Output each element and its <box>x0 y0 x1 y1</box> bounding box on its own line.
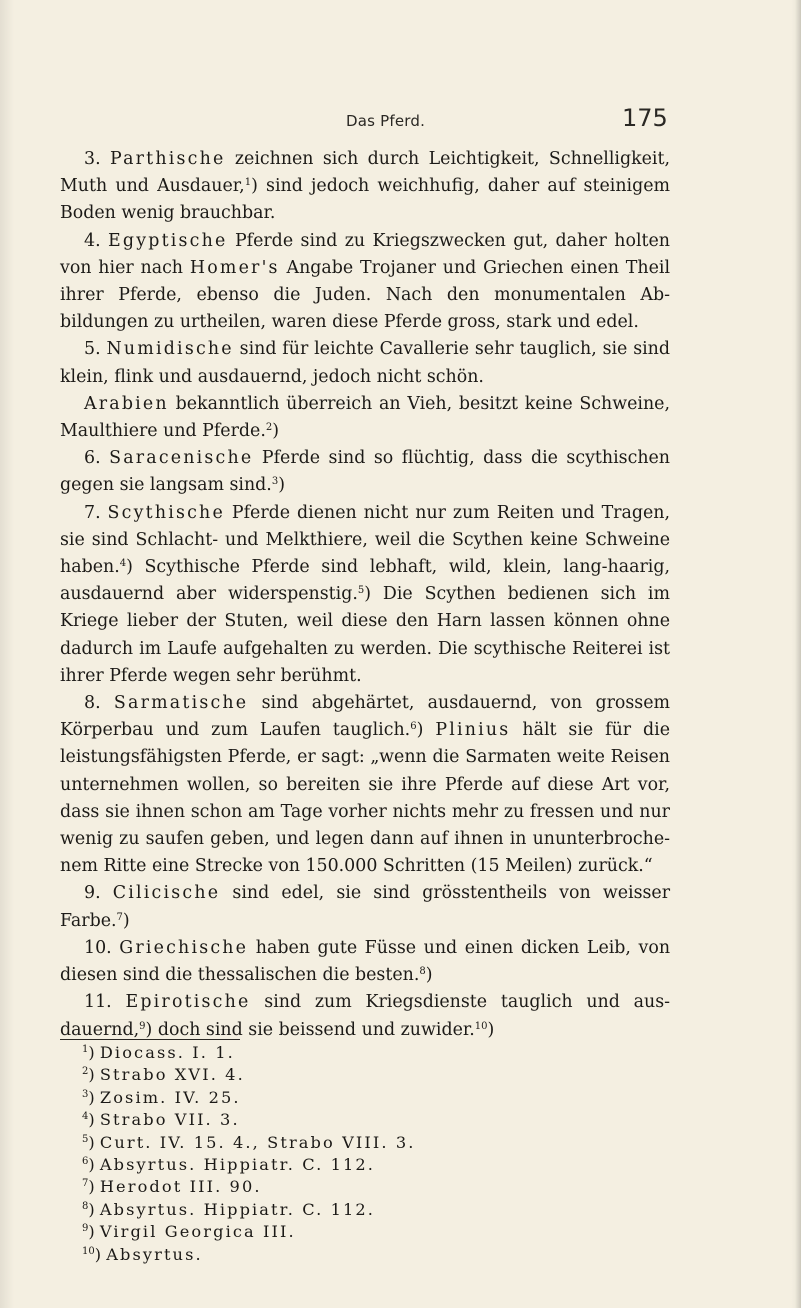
footnotes <box>82 1042 642 1266</box>
running-title: Das Pferd. <box>346 112 426 130</box>
footnote-mark: 8 <box>82 1200 89 1212</box>
breed-name: Epirotische <box>125 992 251 1013</box>
footnote-text: Curt. IV. 15. 4., Strabo VIII. 3. <box>99 1132 416 1152</box>
paragraph-number: 4. <box>84 230 101 251</box>
breed-name: Egyptische <box>108 230 228 251</box>
footnote: $^3$) Zosim. IV. 25. <box>82 1087 241 1107</box>
footnote-text: Strabo VII. 3. <box>99 1110 240 1130</box>
footnote-ref: 4 <box>119 558 127 570</box>
paragraph-number: 11. <box>84 992 112 1013</box>
paragraph-number: 5. <box>84 339 101 360</box>
paragraph-text: Pferde sind so flüchtig, dass die scythischen gegen sie langsam sind. <box>60 448 671 496</box>
author-name: Homer's <box>189 257 280 278</box>
footnote-mark: 5 <box>82 1133 89 1145</box>
footnote-mark: 2 <box>82 1066 89 1078</box>
paragraph-cilicische <box>60 880 670 934</box>
paragraph-epirotische <box>60 989 670 1043</box>
paragraph-arabien <box>60 391 670 445</box>
footnote: $^7$) Herodot III. 90. <box>82 1177 262 1197</box>
page-edge-shadow <box>795 0 801 1308</box>
paragraph-text: ) <box>278 475 285 496</box>
paragraph-egyptische <box>60 228 670 337</box>
paragraph-text: ) Scythische Pferde sind lebhaft, wild, klein, lang-haarig, ausdauernd aber widerspenstig. <box>60 557 670 605</box>
paragraph-text: haben gute Füsse und einen dicken Leib, von diesen sind die thessalischen die besten. <box>60 937 671 986</box>
paragraph-number: 7. <box>84 502 101 523</box>
paragraph-number: 6. <box>84 448 101 469</box>
footnote: $^{10}$) Absyrtus. <box>82 1244 203 1264</box>
footnote-mark: 9 <box>82 1223 89 1235</box>
paragraph-text: ) <box>487 1019 495 1040</box>
paragraph-number: 10. <box>84 937 112 958</box>
footnote-mark: 1 <box>82 1044 89 1055</box>
footnote-text: Absyrtus. <box>106 1244 203 1264</box>
paragraph-text: sind für leichte Cavallerie sehr tauglich, sie sind klein, flink und ausdauernd, jedoch nicht schön. <box>60 339 671 387</box>
footnote-text: Herodot III. 90. <box>99 1177 262 1197</box>
footnote-divider <box>60 1039 240 1040</box>
footnote-ref: 2 <box>265 422 273 434</box>
paragraph-text: ) <box>272 421 280 442</box>
paragraph-text: ) sind jedoch weichhufig, daher auf steinigem Boden wenig brauchbar. <box>60 176 670 224</box>
footnote: $^8$) Absyrtus. Hippiatr. C. 112. <box>82 1199 376 1219</box>
breed-name: Cilicische <box>112 883 221 904</box>
footnote-ref: 9 <box>139 1020 146 1032</box>
breed-name: Scythische <box>107 502 225 523</box>
breed-name: Griechische <box>119 937 249 958</box>
footnote-mark: 10 <box>82 1245 95 1257</box>
footnote: $^1$) Diocass. I. 1. <box>82 1043 235 1062</box>
paragraph-text: ) Die Scythen bedienen sich im Kriege lieber der Stuten, weil diese den Harn lassen können ohne dadurch im Laufe aufgehalten zu werden. Die scythische Reiterei ist ihrer Pferde wegen sehr berühmt. <box>60 584 670 686</box>
paragraph-text: Angabe Trojaner und Griechen einen Theil ihrer Pferde, ebenso die Juden. Nach den monumentalen Ab-bildungen zu urtheilen, waren diese Pferde gross, stark und edel. <box>60 257 671 333</box>
footnote-ref: 5 <box>357 585 365 597</box>
paragraph-numidische <box>60 336 670 390</box>
breed-name: Sarmatische <box>113 693 249 714</box>
paragraph-text: ) <box>122 910 130 931</box>
footnote-text: Diocass. I. 1. <box>99 1043 235 1062</box>
footnote-ref: 1 <box>244 177 252 189</box>
paragraph-text: hält sie für die leistungsfähigsten Pferde, er sagt: „wenn die Sarmaten weite Reisen unternehmen wollen, so bereiten sie ihre Pferde auf diese Art vor, dass sie ihnen schon am Tage vorher nichts mehr zu fressen und nur wenig zu saufen geben, und legen dann auf ihnen in ununterbroche-nem Ritte eine Strecke von 150.000 Schritten (15 Meilen) zurück.“ <box>60 720 671 877</box>
paragraph-parthische <box>60 146 670 228</box>
footnote: $^4$) Strabo VII. 3. <box>82 1110 240 1130</box>
footnote-ref: 6 <box>410 721 417 733</box>
footnote: $^5$) Curt. IV. 15. 4., Strabo VIII. 3. <box>82 1132 416 1152</box>
page-number: 175 <box>622 104 668 132</box>
paragraph-text: ) <box>416 720 424 741</box>
paragraph-text: bekanntlich überreich an Vieh, besitzt keine Schweine, Maulthiere und Pferde. <box>60 393 671 442</box>
page-header <box>0 104 801 144</box>
footnote: $^9$) Virgil Georgica III. <box>82 1222 296 1242</box>
footnote-ref: 7 <box>116 911 123 923</box>
footnote-ref: 8 <box>419 966 426 978</box>
paragraph-text: ) <box>425 965 433 986</box>
paragraph-griechische <box>60 935 670 989</box>
region-name: Arabien <box>84 393 169 414</box>
paragraph-number: 3. <box>84 149 101 169</box>
author-name: Plinius <box>435 720 511 741</box>
breed-name: Saracenische <box>109 448 254 469</box>
paragraph-text: Pferde dienen nicht nur zum Reiten und Tragen, sie sind Schlacht- und Melkthiere, weil die Scythen keine Schweine haben. <box>60 502 671 578</box>
footnote-text: Strabo XVI. 4. <box>99 1065 245 1085</box>
paragraph-sarmatische <box>60 690 670 880</box>
footnote-mark: 3 <box>82 1088 89 1100</box>
footnote: $^6$) Absyrtus. Hippiatr. C. 112. <box>82 1155 376 1175</box>
footnote-text: Absyrtus. Hippiatr. C. 112. <box>99 1155 376 1175</box>
footnote-ref: 3 <box>271 476 279 488</box>
paragraph-text: sind edel, sie sind grösstentheils von weisser Farbe. <box>60 883 671 931</box>
footnote-text: Absyrtus. Hippiatr. C. 112. <box>99 1199 376 1219</box>
breed-name: Numidische <box>106 339 234 360</box>
footnote-text: Zosim. IV. 25. <box>99 1087 241 1107</box>
footnote-mark: 4 <box>82 1111 89 1123</box>
footnote-mark: 7 <box>82 1178 89 1190</box>
breed-name: Parthische <box>109 149 226 169</box>
paragraph-text: ) doch sind sie beissend und zuwider. <box>145 1019 475 1040</box>
paragraph-text: Pferde sind zu Kriegszwecken gut, daher holten von hier nach <box>60 230 670 278</box>
paragraph-number: 9. <box>84 883 101 904</box>
paragraph-saracenische <box>60 445 670 499</box>
footnote-mark: 6 <box>82 1156 89 1168</box>
footnote: $^2$) Strabo XVI. 4. <box>82 1065 245 1085</box>
main-text <box>60 146 670 1044</box>
paragraph-text: sind abgehärtet, ausdauernd, von grossem Körperbau und zum Laufen tauglich. <box>60 693 671 741</box>
footnote-ref: 10 <box>474 1020 488 1032</box>
paragraph-text: sind zum Kriegsdienste tauglich und aus-dauernd, <box>60 992 671 1040</box>
paragraph-number: 8. <box>84 693 101 714</box>
paragraph-text: zeichnen sich durch Leichtigkeit, Schnelligkeit, Muth und Ausdauer, <box>60 149 671 197</box>
paragraph-scythische <box>60 500 670 690</box>
footnote-text: Virgil Georgica III. <box>99 1222 296 1242</box>
